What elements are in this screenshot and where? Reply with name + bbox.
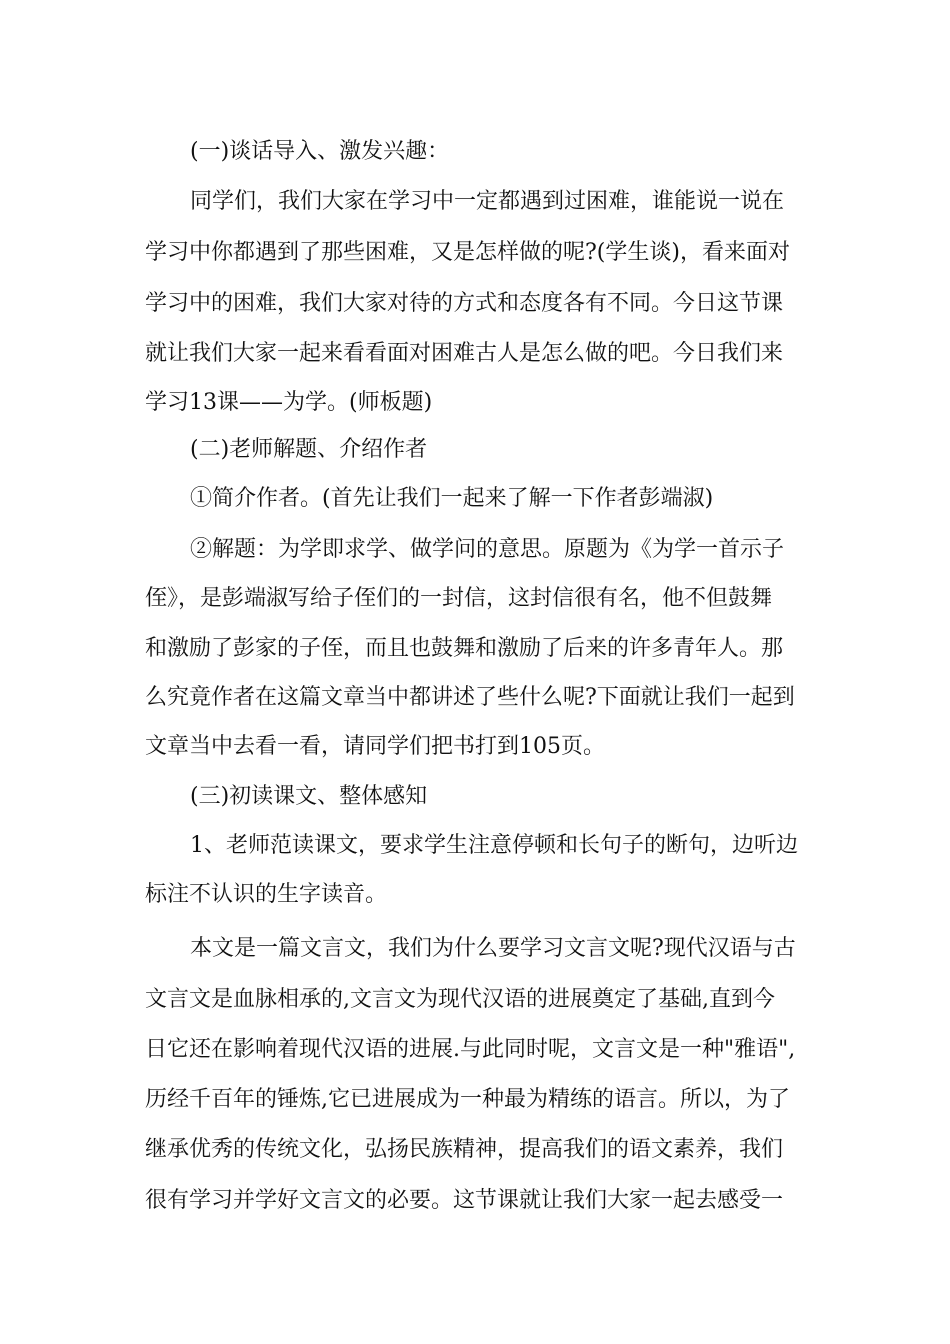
text-line: 历经千百年的锤炼,它已进展成为一种最为精练的语言。所以，为了	[145, 1087, 790, 1112]
text-line: 学习中你都遇到了那些困难，又是怎样做的呢?(学生谈)，看来面对	[145, 240, 790, 265]
text-line: ②解题：为学即求学、做学问的意思。原题为《为学一首示子	[190, 537, 785, 562]
text-line: 就让我们大家一起来看看面对困难古人是怎么做的吧。今日我们来	[145, 341, 784, 366]
text-line: 学习13课——为学。(师板题)	[145, 390, 433, 415]
text-line: 日它还在影响着现代汉语的进展.与此同时呢，文言文是一种"雅语",	[145, 1037, 796, 1062]
text-line: 本文是一篇文言文，我们为什么要学习文言文呢?现代汉语与古	[190, 936, 796, 961]
text-line: 1、老师范读课文，要求学生注意停顿和长句子的断句，边听边	[190, 833, 798, 858]
text-line: 同学们，我们大家在学习中一定都遇到过困难，谁能说一说在	[190, 189, 785, 214]
heading-section-1: (一)谈话导入、激发兴趣：	[190, 139, 450, 164]
text-line: 学习中的困难，我们大家对待的方式和态度各有不同。今日这节课	[145, 291, 784, 316]
text-line: 侄》，是彭端淑写给子侄们的一封信，这封信很有名，他不但鼓舞	[145, 586, 773, 611]
text-line: 和激励了彭家的子侄，而且也鼓舞和激励了后来的许多青年人。那	[145, 636, 784, 661]
text-line: ①简介作者。(首先让我们一起来了解一下作者彭端淑)	[190, 486, 714, 511]
text-line: 标注不认识的生字读音。	[145, 882, 388, 907]
text-line: 文章当中去看一看，请同学们把书打到105页。	[145, 734, 605, 759]
heading-section-3: (三)初读课文、整体感知	[190, 784, 428, 809]
text-line: 继承优秀的传统文化，弘扬民族精神，提高我们的语文素养，我们	[145, 1137, 784, 1162]
heading-section-2: (二)老师解题、介绍作者	[190, 437, 428, 462]
text-line: 么究竟作者在这篇文章当中都讲述了些什么呢?下面就让我们一起到	[145, 685, 795, 710]
text-line: 文言文是血脉相承的,文言文为现代汉语的进展奠定了基础,直到今	[145, 987, 775, 1012]
text-line: 很有学习并学好文言文的必要。这节课就让我们大家一起去感受一	[145, 1188, 784, 1213]
